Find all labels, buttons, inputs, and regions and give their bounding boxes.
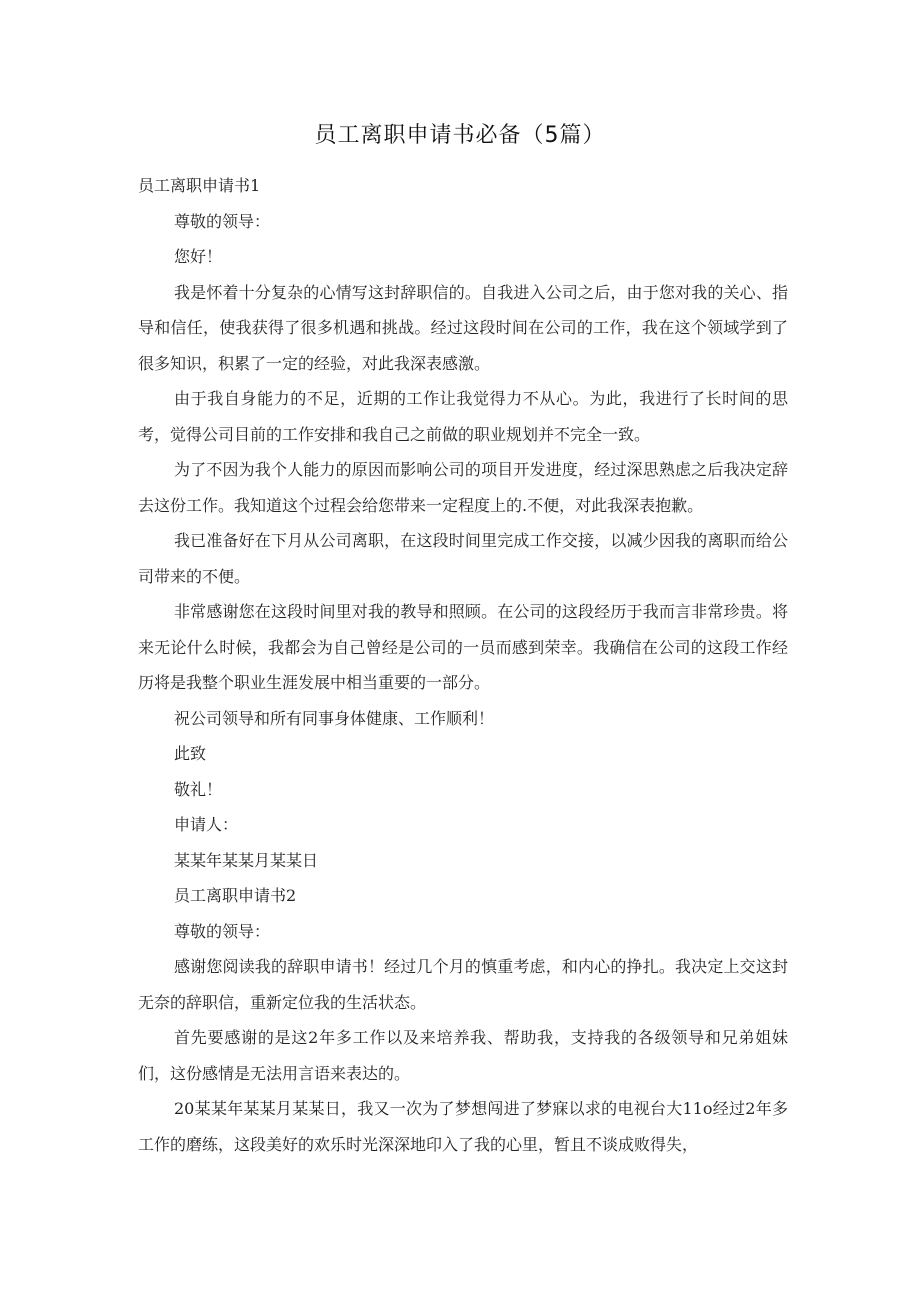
letter1-salutation: 尊敬的领导： (174, 211, 271, 231)
letter2-paragraph: 20某某年某某月某某日，我又一次为了梦想闯进了梦寐以求的电视台大11o经过2年多工作的磨练，这段美好的欢乐时光深深地印入了我的心里，暂且不谈成败得失， (138, 1099, 788, 1154)
letter1-applicant: 申请人： (174, 815, 239, 834)
letter2-salutation: 尊敬的领导： (174, 921, 271, 941)
letter1-paragraph: 由于我自身能力的不足，近期的工作让我觉得力不从心。为此，我进行了长时间的思考，觉得公司目前的工作安排和我自己之前做的职业规划并不完全一致。 (138, 389, 788, 444)
letter1-paragraph: 我是怀着十分复杂的心情写这封辞职信的。自我进入公司之后，由于您对我的关心、指导和信任，使我获得了很多机遇和挑战。经过这段时间在公司的工作，我在这个领域学到了很多知识，积累了一定的经验，对此我深表感激。 (138, 282, 788, 373)
letter1-date: 某某年某某月某某日 (174, 850, 319, 870)
letter2-paragraph: 感谢您阅读我的辞职申请书！经过几个月的慎重考虑，和内心的挣扎。我决定上交这封无奈的辞职信，重新定位我的生活状态。 (138, 957, 788, 1012)
letter1-closing: 此致 (174, 744, 207, 763)
letter1-paragraph: 非常感谢您在这段时间里对我的教导和照顾。在公司的这段经历于我而言非常珍贵。将来无论什么时候，我都会为自己曾经是公司的一员而感到荣幸。我确信在公司的这段工作经历将是我整个职业生涯发展中相当重要的一部分。 (138, 602, 788, 692)
letter1-wishes: 祝公司领导和所有同事身体健康、工作顺利！ (174, 708, 495, 728)
document-body (138, 168, 788, 1162)
letter1-heading: 员工离职申请书1 (138, 176, 261, 195)
letter1-regards: 敬礼！ (174, 779, 223, 799)
letter2-paragraph: 首先要感谢的是这2年多工作以及来培养我、帮助我，支持我的各级领导和兄弟姐妹们，这份感情是无法用言语来表达的。 (138, 1028, 788, 1083)
letter1-greeting: 您好！ (174, 247, 223, 266)
letter2-heading: 员工离职申请书2 (174, 886, 297, 905)
letter1-paragraph: 为了不因为我个人能力的原因而影响公司的项目开发进度，经过深思熟虑之后我决定辞去这份工作。我知道这个过程会给您带来一定程度上的.不便，对此我深表抱歉。 (138, 460, 788, 515)
letter1-paragraph: 我已准备好在下月从公司离职，在这段时间里完成工作交接，以减少因我的离职而给公司带来的不便。 (138, 531, 788, 586)
document-title: 员工离职申请书必备（5篇） (314, 123, 606, 148)
